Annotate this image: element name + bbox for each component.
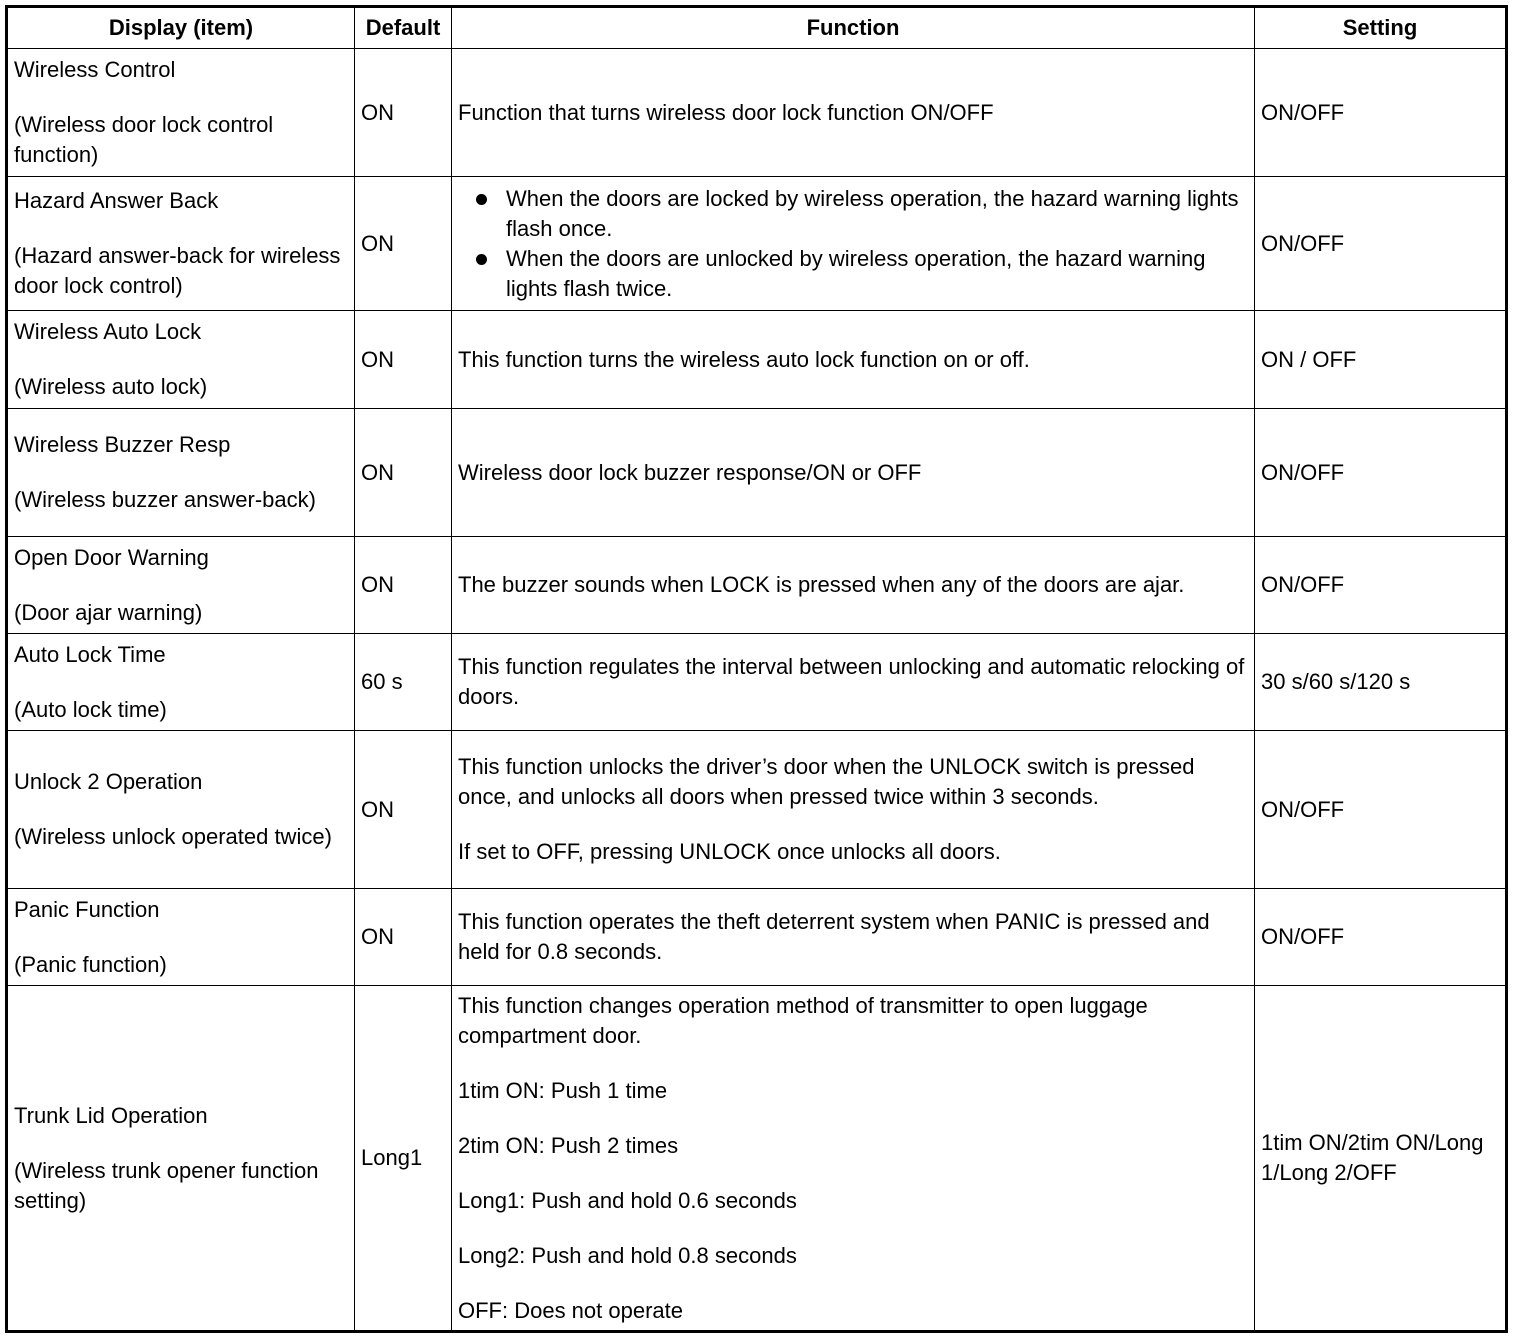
function-paragraph: Function that turns wireless door lock function ON/OFF — [458, 99, 994, 125]
bullet-item: When the doors are unlocked by wireless operation, the hazard warning lights flash twice. — [506, 244, 1248, 304]
function-bullets — [458, 184, 1248, 304]
function-cell — [452, 177, 1255, 311]
default-cell: 60 s — [355, 634, 452, 731]
table-row — [7, 537, 1507, 634]
default-cell: ON — [355, 889, 452, 986]
bullet-item: When the doors are locked by wireless operation, the hazard warning lights flash once. — [506, 184, 1248, 244]
function-cell — [452, 311, 1255, 409]
function-paragraph: This function changes operation method of transmitter to open luggage compartment door. — [458, 992, 1148, 1048]
default-cell: Long1 — [355, 986, 452, 1332]
setting-cell: ON / OFF — [1255, 311, 1507, 409]
header-default: Default — [355, 7, 452, 49]
table-row — [7, 889, 1507, 986]
function-cell — [452, 634, 1255, 731]
display-subtitle: (Auto lock time) — [14, 696, 167, 722]
header-row — [7, 7, 1507, 49]
display-cell — [7, 311, 355, 409]
function-cell — [452, 731, 1255, 889]
setting-cell: ON/OFF — [1255, 537, 1507, 634]
table-row — [7, 986, 1507, 1332]
display-title: Trunk Lid Operation — [14, 1102, 208, 1128]
settings-table — [5, 5, 1508, 1333]
header-display: Display (item) — [7, 7, 355, 49]
display-cell — [7, 889, 355, 986]
function-paragraph: Long2: Push and hold 0.8 seconds — [458, 1242, 797, 1268]
function-cell — [452, 409, 1255, 537]
function-paragraph: If set to OFF, pressing UNLOCK once unlocks all doors. — [458, 839, 1001, 864]
display-cell — [7, 986, 355, 1332]
display-subtitle: (Wireless door lock control function) — [14, 112, 274, 167]
function-cell — [452, 889, 1255, 986]
display-cell — [7, 177, 355, 311]
function-paragraph: This function regulates the interval between unlocking and automatic relocking of doors. — [458, 654, 1245, 709]
display-cell — [7, 634, 355, 731]
display-cell — [7, 537, 355, 634]
display-title: Auto Lock Time — [14, 641, 166, 667]
display-title: Wireless Buzzer Resp — [14, 432, 231, 457]
function-paragraph: 1tim ON: Push 1 time — [458, 1077, 668, 1103]
display-subtitle: (Hazard answer-back for wireless door lock control) — [14, 243, 341, 298]
function-paragraph: The buzzer sounds when LOCK is pressed when any of the doors are ajar. — [458, 572, 1185, 597]
setting-cell: 1tim ON/2tim ON/Long 1/Long 2/OFF — [1255, 986, 1507, 1332]
display-title: Panic Function — [14, 896, 160, 922]
display-subtitle: (Wireless auto lock) — [14, 374, 208, 399]
header-function: Function — [452, 7, 1255, 49]
default-cell: ON — [355, 731, 452, 889]
header-setting: Setting — [1255, 7, 1507, 49]
function-paragraph: This function operates the theft deterrent system when PANIC is pressed and held for 0.8 seconds. — [458, 909, 1210, 964]
setting-cell: ON/OFF — [1255, 177, 1507, 311]
default-cell: ON — [355, 177, 452, 311]
table-row — [7, 177, 1507, 311]
setting-cell: 30 s/60 s/120 s — [1255, 634, 1507, 731]
default-cell: ON — [355, 49, 452, 177]
display-cell — [7, 409, 355, 537]
setting-cell: ON/OFF — [1255, 731, 1507, 889]
function-paragraph: Long1: Push and hold 0.6 seconds — [458, 1187, 797, 1213]
default-cell: ON — [355, 409, 452, 537]
function-paragraph: This function unlocks the driver’s door when the UNLOCK switch is pressed once, and unlocks all doors when pressed twice within 3 seconds. — [458, 754, 1195, 809]
table-row — [7, 409, 1507, 537]
display-subtitle: (Wireless unlock operated twice) — [14, 824, 332, 849]
display-title: Wireless Control — [14, 57, 176, 82]
function-cell — [452, 49, 1255, 177]
table-row — [7, 49, 1507, 177]
setting-cell: ON/OFF — [1255, 409, 1507, 537]
display-title: Wireless Auto Lock — [14, 319, 202, 344]
display-subtitle: (Door ajar warning) — [14, 599, 203, 625]
display-cell — [7, 49, 355, 177]
default-cell: ON — [355, 537, 452, 634]
display-subtitle: (Panic function) — [14, 951, 167, 977]
default-cell: ON — [355, 311, 452, 409]
setting-cell: ON/OFF — [1255, 889, 1507, 986]
display-cell — [7, 731, 355, 889]
table-row — [7, 311, 1507, 409]
function-paragraph: This function turns the wireless auto lock function on or off. — [458, 346, 1030, 372]
setting-cell: ON/OFF — [1255, 49, 1507, 177]
function-paragraph: Wireless door lock buzzer response/ON or OFF — [458, 459, 922, 485]
function-paragraph: 2tim ON: Push 2 times — [458, 1132, 679, 1158]
function-cell — [452, 986, 1255, 1332]
display-title: Hazard Answer Back — [14, 188, 219, 213]
display-subtitle: (Wireless buzzer answer-back) — [14, 487, 316, 512]
table-row — [7, 634, 1507, 731]
display-title: Unlock 2 Operation — [14, 769, 203, 794]
display-subtitle: (Wireless trunk opener function setting) — [14, 1157, 319, 1213]
function-cell — [452, 537, 1255, 634]
table-row — [7, 731, 1507, 889]
display-title: Open Door Warning — [14, 544, 209, 570]
function-paragraph: OFF: Does not operate — [458, 1297, 683, 1323]
